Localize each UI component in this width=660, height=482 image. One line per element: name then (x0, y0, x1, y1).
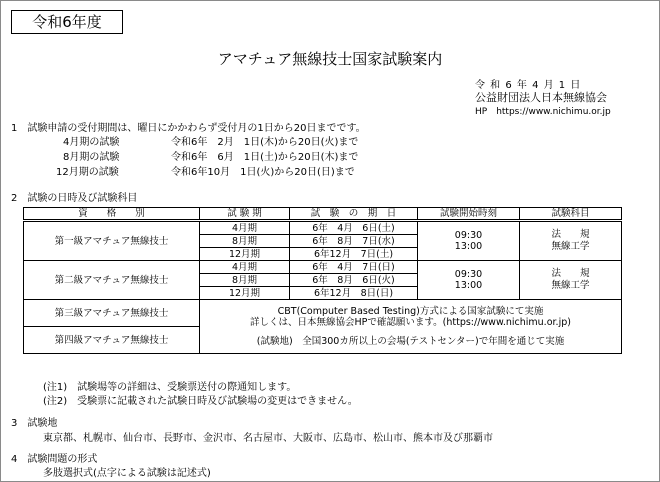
subject: 無線工学 (551, 241, 590, 252)
cbt-details: 詳しくは、日本無線協会HPで確認願います。(https://www.nichimu.or.jp) (250, 317, 571, 328)
exam-term: 4月期 (200, 261, 290, 274)
section-2-heading: 2 試験の日時及び試験科目 (11, 193, 138, 204)
reception-period: 令和6年10月 1日(火)から20日(日)まで (171, 167, 355, 178)
header-subjects: 試験科目 (520, 208, 622, 221)
start-time: 13:00 (454, 241, 483, 252)
qualification-second-class: 第二級アマチュア無線技士 (24, 261, 200, 300)
note-2: (注2) 受験票に記載された試験日時及び試験場の変更はできません。 (43, 396, 358, 407)
reception-period: 令和6年 6月 1日(土)から20日(木)まで (171, 152, 359, 163)
section-4-heading: 4 試験問題の形式 (11, 454, 98, 465)
reception-row-august (63, 148, 358, 163)
exam-schedule-table (23, 207, 622, 354)
exam-term: 12月期 (200, 248, 290, 261)
note-1: (注1) 試験場等の詳細は、受験票送付の際通知します。 (43, 382, 297, 393)
start-times (418, 221, 520, 261)
start-time: 09:30 (454, 269, 483, 280)
reception-period: 令和6年 2月 1日(木)から20日(火)まで (171, 137, 359, 148)
header-term: 試 験 期 (200, 208, 290, 221)
cbt-info (200, 300, 622, 354)
exam-subjects (520, 261, 622, 300)
exam-term: 4月期 (200, 221, 290, 235)
qualification-third-class: 第三級アマチュア無線技士 (24, 300, 200, 327)
reception-term: 8月期の試験 (63, 152, 120, 163)
exam-locations: 東京都、札幌市、仙台市、長野市、金沢市、名古屋市、大阪市、広島市、松山市、熊本市及び那覇市 (43, 433, 493, 444)
exam-date: 6年 8月 7日(水) (290, 235, 418, 248)
exam-term: 8月期 (200, 274, 290, 287)
qualification-first-class: 第一級アマチュア無線技士 (24, 221, 200, 261)
start-time: 13:00 (454, 280, 483, 291)
page-title: アマチュア無線技士国家試験案内 (217, 50, 443, 68)
start-times (418, 261, 520, 300)
exam-date: 6年 4月 7日(日) (290, 261, 418, 274)
cbt-method: CBT(Computer Based Testing)方式による国家試験にて実施 (277, 306, 544, 317)
subject: 法 規 (551, 229, 590, 240)
issue-date: 令 和 6 年 4 月 1 日 (475, 80, 582, 91)
exam-date: 6年12月 8日(日) (290, 287, 418, 300)
exam-date: 6年 8月 6日(火) (290, 274, 418, 287)
table-header-row (24, 208, 622, 221)
header-start-time: 試験開始時刻 (418, 208, 520, 221)
cbt-venue: (試験地) 全国300カ所以上の会場(テストセンター)で年間を通じて実施 (256, 336, 565, 347)
table-row (24, 261, 622, 274)
reception-term: 12月期の試験 (56, 167, 119, 178)
qualification-fourth-class: 第四級アマチュア無線技士 (24, 327, 200, 354)
reception-row-december (56, 163, 355, 178)
subject: 無線工学 (551, 280, 590, 291)
exam-subjects (520, 221, 622, 261)
subject: 法 規 (551, 268, 590, 279)
table-row (24, 221, 622, 235)
question-format: 多肢選択式(点字による試験は記述式) (43, 468, 211, 479)
year-badge: 令和6年度 (11, 10, 123, 34)
header-qualification: 資 格 別 (24, 208, 200, 221)
start-time: 09:30 (454, 230, 483, 241)
table-row (24, 300, 622, 327)
exam-term: 12月期 (200, 287, 290, 300)
reception-term: 4月期の試験 (63, 137, 120, 148)
exam-term: 8月期 (200, 235, 290, 248)
exam-date: 6年12月 7日(土) (290, 248, 418, 261)
section-1-heading: 1 試験申請の受付期間は、曜日にかかわらず受付月の1日から20日までです。 (11, 123, 366, 134)
section-3-heading: 3 試験地 (11, 418, 58, 429)
issuer-organization: 公益財団法人日本無線協会 (475, 91, 607, 104)
exam-date: 6年 4月 6日(土) (290, 221, 418, 235)
reception-row-april (63, 133, 358, 148)
header-date: 試 験 の 期 日 (290, 208, 418, 221)
homepage-url: HP https://www.nichimu.or.jp (475, 107, 611, 117)
